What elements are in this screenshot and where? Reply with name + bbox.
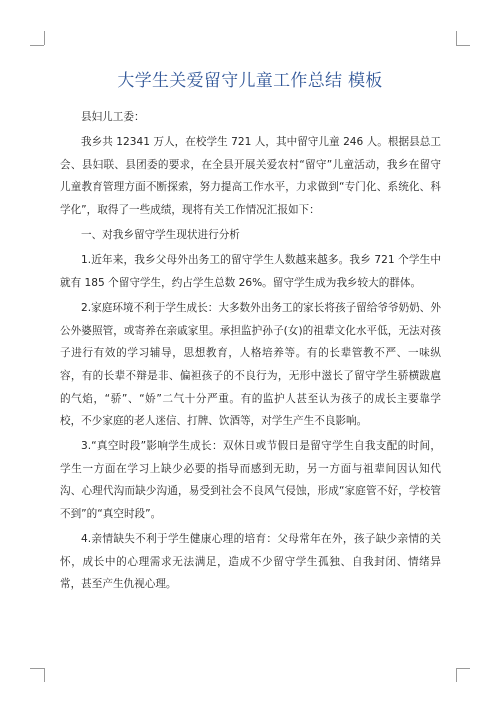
crop-mark-top-right-v [456, 31, 457, 45]
crop-mark-bottom-left-v [44, 668, 45, 682]
crop-mark-top-left-h [30, 45, 44, 46]
crop-mark-top-left-v [44, 31, 45, 45]
paragraph-item-1: 1.近年来，我乡父母外出务工的留守学生人数越来越多。我乡 721 个学生中就有 185 个留守学生，约占学生总数 26%。留守学生成为我乡较大的群体。 [60, 254, 441, 289]
section-heading: 一、对我乡留守学生现状进行分析 [81, 229, 240, 242]
crop-mark-bottom-right-h [456, 668, 470, 669]
paragraph-intro: 我乡共 12341 万人，在校学生 721 人，其中留守儿童 246 人。根据县总工会、县妇联、县团委的要求，在全县开展关爱农村“留守”儿童活动，我乡在留守儿童教育管理方面不断探索，努力提高工作水平，力求做到“专门化、系统化、科学化”，取得了一些成绩，现将有关工作情况汇报如下： [60, 136, 441, 216]
paragraph-item-3: 3.“真空时段”影响学生成长：双休日或节假日是留守学生自我支配的时间，学生一方面在学习上缺少必要的指导而感到无助，另一方面与祖辈间因认知代沟、心理代沟而缺少沟通，易受到社会不良风气侵蚀，形成“家庭管不好，学校管不到”的“真空时段”。 [60, 440, 441, 521]
document-title: 大学生关爱留守儿童工作总结 模板 [117, 71, 383, 91]
crop-mark-bottom-right-v [456, 668, 457, 682]
crop-mark-bottom-left-h [30, 668, 44, 669]
paragraph-item-4: 4.亲情缺失不利于学生健康心理的培育：父母常年在外，孩子缺少亲情的关怀，成长中的心理需求无法满足，造成不少留守学生孤独、自我封闭、情绪异常，甚至产生仇视心理。 [60, 533, 441, 591]
salutation: 县妇儿工委： [81, 111, 145, 123]
crop-mark-top-right-h [456, 45, 470, 46]
paragraph-item-2: 2.家庭环境不利于学生成长：大多数外出务工的家长将孩子留给爷爷奶奶、外公外婆照管，或寄养在亲戚家里。承担监护孙子(女)的祖辈文化水平低，无法对孩子进行有效的学习辅导，思想教育，人格培养等。有的长辈管教不严、一味纵容，有的长辈不辩是非、偏袒孩子的不良行为，无形中滋长了留守学生骄横跋扈的气焰，“骄”、“娇”二气十分严重。有的监护人甚至认为孩子的成长主要靠学校，不少家庭的老人迷信、打牌、饮酒等，对学生产生不良影响。 [60, 302, 441, 428]
document-body [60, 106, 441, 599]
